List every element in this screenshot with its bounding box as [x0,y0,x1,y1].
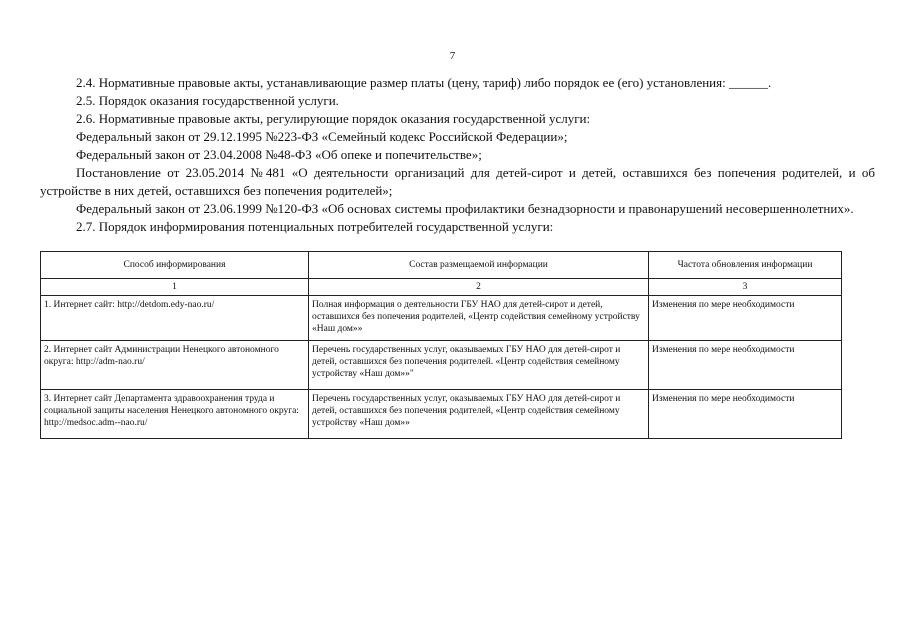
column-number: 1 [41,279,309,296]
paragraph-2-5: 2.5. Порядок оказания государственной услуги. [76,93,339,108]
header-frequency: Частота обновления информации [649,252,842,279]
page-number: 7 [449,50,456,62]
law-guardianship: Федеральный закон от 23.04.2008 №48-ФЗ «Об опеке и попечительстве»; [76,147,482,162]
cell-method: 2. Интернет сайт Администрации Ненецкого автономного округа: http://adm-nao.ru/ [41,341,309,390]
cell-content: Перечень государственных услуг, оказываемых ГБУ НАО для детей-сирот и детей, оставшихся без попечения родителей, «Центр содействия семейному устройству «Наш дом»» [309,390,649,439]
resolution-481: Постановление от 23.05.2014 №481 «О деятельности организаций для детей-сирот и детей, оставшихся без попечения родителей, и об устройстве в них детей, оставшихся без попечения родителей»; [40,165,875,198]
table-header-row [41,252,842,279]
header-content: Состав размещаемой информации [309,252,649,279]
paragraph-2-7: 2.7. Порядок информирования потенциальных потребителей государственной услуги: [76,219,554,234]
cell-frequency: Изменения по мере необходимости [649,390,842,439]
table-row [41,390,842,439]
law-prevention: Федеральный закон от 23.06.1999 №120-ФЗ «Об основах системы профилактики безнадзорности и правонарушений несовершеннолетних». [76,201,854,216]
body-text [40,74,875,236]
column-number: 2 [309,279,649,296]
paragraph-2-6: 2.6. Нормативные правовые акты, регулирующие порядок оказания государственной услуги: [76,111,591,126]
table-row [41,341,842,390]
cell-content: Перечень государственных услуг, оказываемых ГБУ НАО для детей-сирот и детей, оставшихся без попечения родителей. «Центр содействия семейному устройству «Наш дом»»" [309,341,649,390]
table-row [41,296,842,341]
header-method: Способ информирования [41,252,309,279]
cell-method: 1. Интернет сайт: http://detdom.edy-nao.ru/ [41,296,309,341]
information-table [40,251,842,439]
column-number-row [41,279,842,296]
cell-frequency: Изменения по мере необходимости [649,296,842,341]
cell-content: Полная информация о деятельности ГБУ НАО для детей-сирот и детей, оставшихся без попечения родителей, «Центр содействия семейному устройству «Наш дом»» [309,296,649,341]
law-family-code: Федеральный закон от 29.12.1995 №223-ФЗ «Семейный кодекс Российской Федерации»; [76,129,568,144]
cell-method: 3. Интернет сайт Департамента здравоохранения труда и социальной защиты населения Ненецкого автономного округа: http://medsoc.adm--nao.ru/ [41,390,309,439]
column-number: 3 [649,279,842,296]
paragraph-2-4: 2.4. Нормативные правовые акты, устанавливающие размер платы (цену, тариф) либо порядок ее (его) установления: ______. [76,75,772,90]
cell-frequency: Изменения по мере необходимости [649,341,842,390]
